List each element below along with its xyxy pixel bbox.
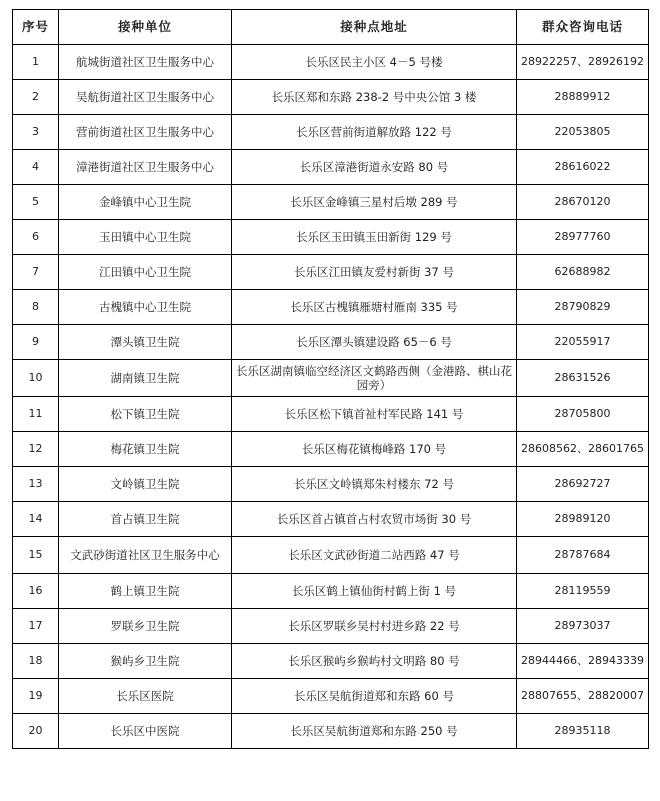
cell-hotline: 28973037 bbox=[517, 609, 649, 644]
cell-serial-no: 1 bbox=[13, 45, 59, 80]
cell-site-address: 长乐区猴屿乡猴屿村文明路 80 号 bbox=[232, 644, 517, 679]
cell-hotline: 28977760 bbox=[517, 220, 649, 255]
cell-vaccination-unit: 猴屿乡卫生院 bbox=[59, 644, 232, 679]
cell-hotline: 28616022 bbox=[517, 150, 649, 185]
cell-serial-no: 6 bbox=[13, 220, 59, 255]
cell-serial-no: 5 bbox=[13, 185, 59, 220]
table-row bbox=[13, 115, 649, 150]
cell-site-address: 长乐区民主小区 4－5 号楼 bbox=[232, 45, 517, 80]
table-row bbox=[13, 185, 649, 220]
cell-serial-no: 19 bbox=[13, 679, 59, 714]
cell-serial-no: 15 bbox=[13, 537, 59, 574]
cell-site-address: 长乐区鹤上镇仙街村鹤上街 1 号 bbox=[232, 574, 517, 609]
cell-vaccination-unit: 玉田镇中心卫生院 bbox=[59, 220, 232, 255]
cell-site-address: 长乐区吴航街道郑和东路 60 号 bbox=[232, 679, 517, 714]
cell-hotline: 62688982 bbox=[517, 255, 649, 290]
header-serial-no: 序号 bbox=[13, 10, 59, 45]
cell-serial-no: 9 bbox=[13, 325, 59, 360]
cell-site-address: 长乐区文岭镇郑朱村楼东 72 号 bbox=[232, 467, 517, 502]
cell-serial-no: 2 bbox=[13, 80, 59, 115]
header-hotline: 群众咨询电话 bbox=[517, 10, 649, 45]
cell-site-address: 长乐区松下镇首祉村军民路 141 号 bbox=[232, 397, 517, 432]
cell-hotline: 28989120 bbox=[517, 502, 649, 537]
table-row bbox=[13, 397, 649, 432]
cell-vaccination-unit: 文武砂街道社区卫生服务中心 bbox=[59, 537, 232, 574]
cell-vaccination-unit: 长乐区医院 bbox=[59, 679, 232, 714]
cell-serial-no: 18 bbox=[13, 644, 59, 679]
table-row bbox=[13, 255, 649, 290]
cell-hotline: 28705800 bbox=[517, 397, 649, 432]
cell-hotline: 22055917 bbox=[517, 325, 649, 360]
cell-hotline: 28922257、28926192 bbox=[517, 45, 649, 80]
table-row bbox=[13, 502, 649, 537]
cell-serial-no: 10 bbox=[13, 360, 59, 397]
header-site-address: 接种点地址 bbox=[232, 10, 517, 45]
table-row bbox=[13, 290, 649, 325]
cell-vaccination-unit: 湖南镇卫生院 bbox=[59, 360, 232, 397]
table-row bbox=[13, 609, 649, 644]
cell-hotline: 22053805 bbox=[517, 115, 649, 150]
cell-serial-no: 11 bbox=[13, 397, 59, 432]
header-vaccination-unit: 接种单位 bbox=[59, 10, 232, 45]
table-body bbox=[13, 45, 649, 749]
table-row bbox=[13, 574, 649, 609]
cell-serial-no: 12 bbox=[13, 432, 59, 467]
cell-serial-no: 4 bbox=[13, 150, 59, 185]
cell-site-address: 长乐区潭头镇建设路 65－6 号 bbox=[232, 325, 517, 360]
cell-hotline: 28787684 bbox=[517, 537, 649, 574]
cell-serial-no: 17 bbox=[13, 609, 59, 644]
table-row bbox=[13, 80, 649, 115]
table-header bbox=[13, 10, 649, 45]
cell-vaccination-unit: 罗联乡卫生院 bbox=[59, 609, 232, 644]
cell-site-address: 长乐区漳港街道永安路 80 号 bbox=[232, 150, 517, 185]
cell-vaccination-unit: 古槐镇中心卫生院 bbox=[59, 290, 232, 325]
cell-vaccination-unit: 江田镇中心卫生院 bbox=[59, 255, 232, 290]
cell-serial-no: 16 bbox=[13, 574, 59, 609]
cell-hotline: 28807655、28820007 bbox=[517, 679, 649, 714]
cell-vaccination-unit: 潭头镇卫生院 bbox=[59, 325, 232, 360]
table-row bbox=[13, 432, 649, 467]
cell-serial-no: 8 bbox=[13, 290, 59, 325]
cell-hotline: 28889912 bbox=[517, 80, 649, 115]
cell-hotline: 28692727 bbox=[517, 467, 649, 502]
header-row bbox=[13, 10, 649, 45]
cell-site-address: 长乐区首占镇首占村农贸市场街 30 号 bbox=[232, 502, 517, 537]
cell-hotline: 28670120 bbox=[517, 185, 649, 220]
table-row bbox=[13, 644, 649, 679]
cell-site-address: 长乐区玉田镇玉田新街 129 号 bbox=[232, 220, 517, 255]
cell-site-address: 长乐区文武砂街道二站西路 47 号 bbox=[232, 537, 517, 574]
cell-vaccination-unit: 吴航街道社区卫生服务中心 bbox=[59, 80, 232, 115]
cell-site-address: 长乐区罗联乡吴村村进乡路 22 号 bbox=[232, 609, 517, 644]
cell-site-address: 长乐区湖南镇临空经济区文鹤路西侧（金港路、棋山花园旁） bbox=[232, 360, 517, 397]
cell-hotline: 28944466、28943339 bbox=[517, 644, 649, 679]
table-row bbox=[13, 45, 649, 80]
cell-hotline: 28608562、28601765 bbox=[517, 432, 649, 467]
cell-hotline: 28119559 bbox=[517, 574, 649, 609]
cell-hotline: 28935118 bbox=[517, 714, 649, 749]
cell-vaccination-unit: 文岭镇卫生院 bbox=[59, 467, 232, 502]
table-row bbox=[13, 714, 649, 749]
cell-hotline: 28790829 bbox=[517, 290, 649, 325]
table-row bbox=[13, 150, 649, 185]
table-row bbox=[13, 220, 649, 255]
cell-serial-no: 7 bbox=[13, 255, 59, 290]
cell-site-address: 长乐区梅花镇梅峰路 170 号 bbox=[232, 432, 517, 467]
table-row bbox=[13, 360, 649, 397]
cell-vaccination-unit: 漳港街道社区卫生服务中心 bbox=[59, 150, 232, 185]
cell-site-address: 长乐区郑和东路 238-2 号中央公馆 3 楼 bbox=[232, 80, 517, 115]
cell-site-address: 长乐区吴航街道郑和东路 250 号 bbox=[232, 714, 517, 749]
cell-site-address: 长乐区古槐镇雁塘村雁南 335 号 bbox=[232, 290, 517, 325]
table-row bbox=[13, 325, 649, 360]
cell-serial-no: 20 bbox=[13, 714, 59, 749]
cell-site-address: 长乐区营前街道解放路 122 号 bbox=[232, 115, 517, 150]
cell-site-address: 长乐区江田镇友爱村新街 37 号 bbox=[232, 255, 517, 290]
table-row bbox=[13, 537, 649, 574]
cell-serial-no: 14 bbox=[13, 502, 59, 537]
cell-site-address: 长乐区金峰镇三星村后墩 289 号 bbox=[232, 185, 517, 220]
cell-vaccination-unit: 航城街道社区卫生服务中心 bbox=[59, 45, 232, 80]
cell-vaccination-unit: 梅花镇卫生院 bbox=[59, 432, 232, 467]
cell-vaccination-unit: 长乐区中医院 bbox=[59, 714, 232, 749]
cell-vaccination-unit: 金峰镇中心卫生院 bbox=[59, 185, 232, 220]
cell-hotline: 28631526 bbox=[517, 360, 649, 397]
cell-serial-no: 3 bbox=[13, 115, 59, 150]
vaccination-sites-table bbox=[12, 9, 649, 749]
cell-serial-no: 13 bbox=[13, 467, 59, 502]
cell-vaccination-unit: 营前街道社区卫生服务中心 bbox=[59, 115, 232, 150]
table-row bbox=[13, 467, 649, 502]
cell-vaccination-unit: 鹤上镇卫生院 bbox=[59, 574, 232, 609]
cell-vaccination-unit: 首占镇卫生院 bbox=[59, 502, 232, 537]
cell-vaccination-unit: 松下镇卫生院 bbox=[59, 397, 232, 432]
table-row bbox=[13, 679, 649, 714]
